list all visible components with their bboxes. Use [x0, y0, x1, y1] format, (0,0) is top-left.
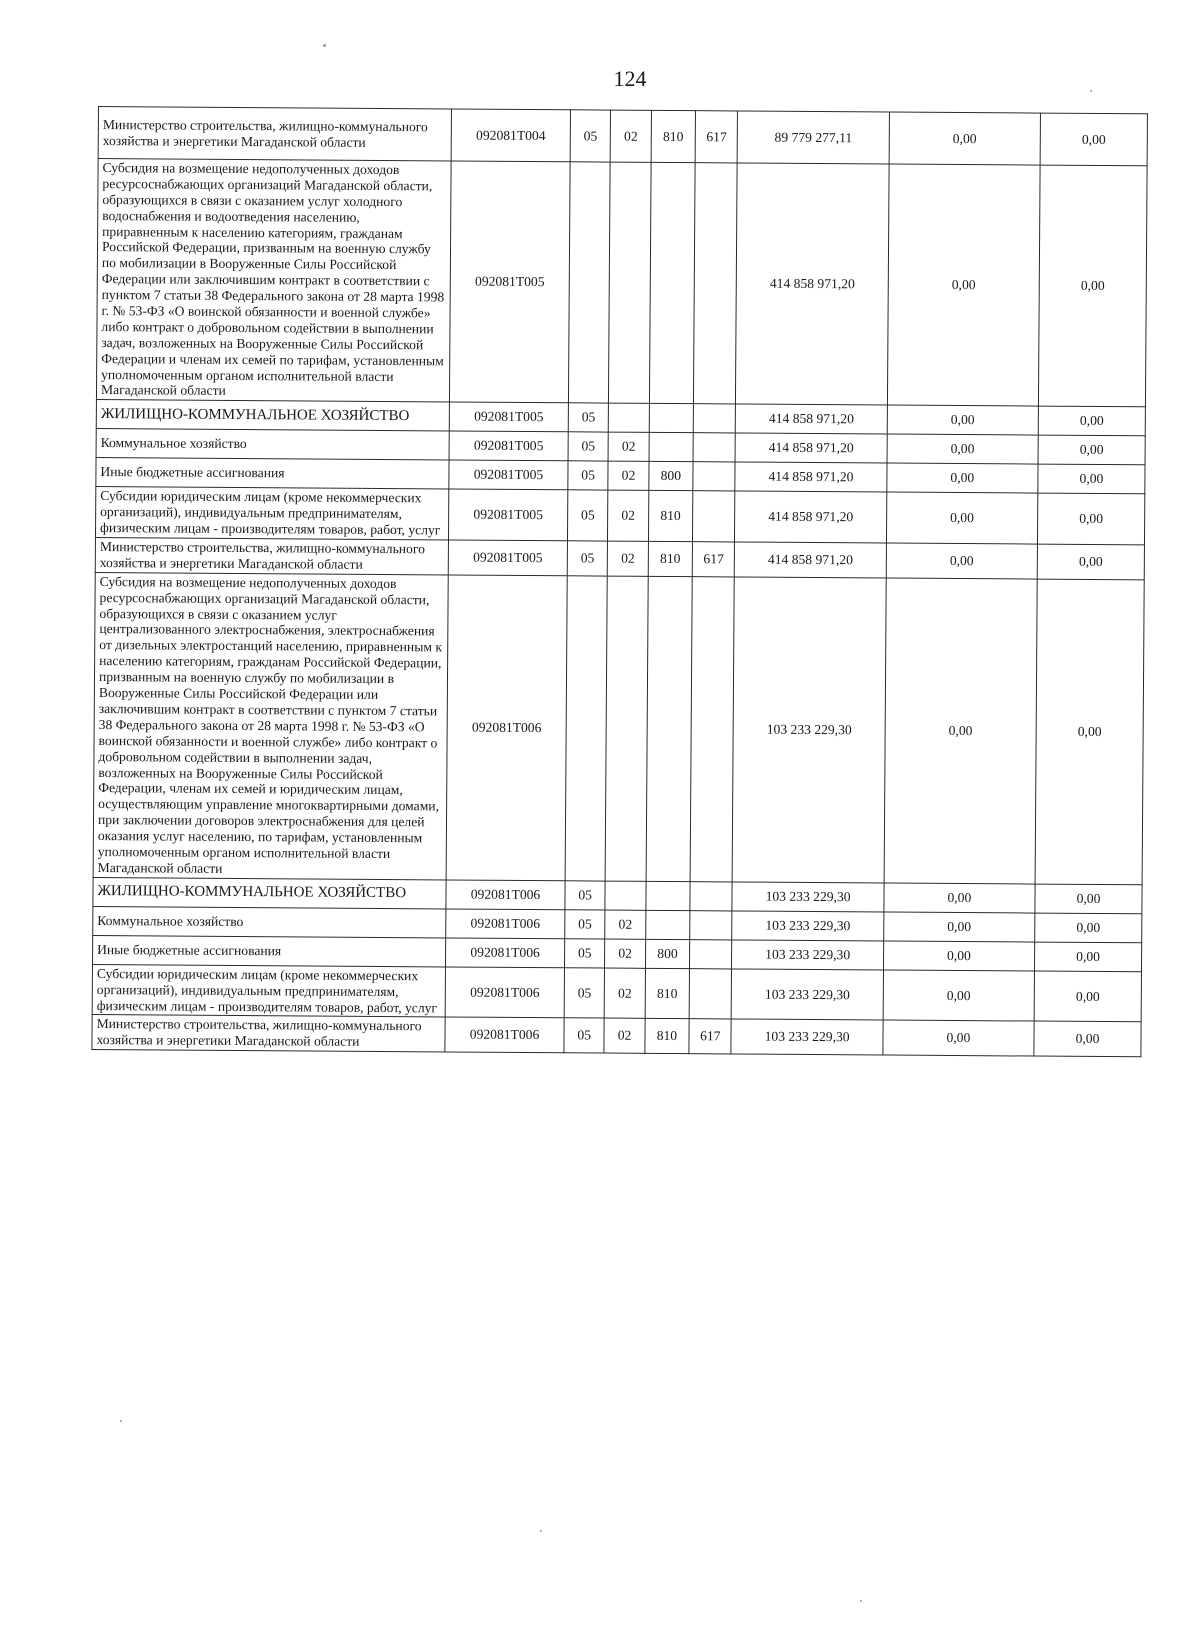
amount-year-1: 414 858 971,20 — [735, 491, 887, 543]
amount-year-3: 0,00 — [1035, 579, 1144, 885]
subsection-code — [609, 162, 651, 404]
section-code: 05 — [565, 881, 606, 910]
row-name: Министерство строительства, жилищно-коммунального хозяйства и энергетики Магаданской области — [95, 538, 448, 575]
expense-type-code: 800 — [649, 462, 694, 491]
amount-year-2: 0,00 — [883, 970, 1035, 1022]
administrator-code — [690, 576, 734, 881]
section-code: 05 — [565, 939, 606, 968]
subsection-code — [605, 881, 646, 910]
subsection-code: 02 — [608, 541, 649, 576]
amount-year-2: 0,00 — [884, 883, 1035, 913]
administrator-code — [693, 491, 736, 542]
amount-year-2: 0,00 — [883, 941, 1034, 971]
administrator-code — [690, 910, 733, 939]
table-row — [93, 572, 1144, 884]
target-article-code: 092081Т005 — [449, 460, 568, 490]
target-article-code: 092081Т005 — [448, 489, 567, 541]
amount-year-2: 0,00 — [887, 463, 1038, 493]
amount-year-1: 414 858 971,20 — [735, 462, 886, 492]
amount-year-1: 89 779 277,11 — [738, 111, 890, 164]
subsection-code: 02 — [605, 910, 646, 939]
amount-year-3: 0,00 — [1035, 884, 1142, 914]
administrator-code: 617 — [689, 1019, 732, 1054]
expense-type-code — [645, 910, 690, 939]
amount-year-3: 0,00 — [1038, 435, 1145, 465]
subsection-code — [609, 403, 650, 432]
row-name: Иные бюджетные ассигнования — [93, 935, 446, 966]
row-name: Субсидии юридическим лицам (кроме некоммерческих организаций), индивидуальным предпринимателям, физическим лицам - производителям товаров, работ, услуг — [95, 487, 448, 540]
amount-year-3: 0,00 — [1038, 464, 1145, 494]
amount-year-2: 0,00 — [887, 164, 1040, 406]
section-code: 05 — [568, 461, 609, 490]
section-code — [565, 576, 607, 881]
expense-type-code: 810 — [645, 1019, 690, 1054]
subsection-code: 02 — [605, 939, 646, 968]
expense-type-code: 810 — [645, 968, 690, 1019]
expense-type-code — [649, 433, 694, 462]
table-row — [95, 487, 1144, 545]
subsection-code: 02 — [610, 110, 651, 162]
section-code: 05 — [564, 968, 605, 1019]
amount-year-1: 414 858 971,20 — [735, 542, 887, 578]
section-code: 05 — [570, 110, 611, 162]
amount-year-3: 0,00 — [1038, 165, 1147, 407]
amount-year-2: 0,00 — [887, 405, 1038, 435]
administrator-code — [694, 163, 738, 405]
section-code: 05 — [565, 910, 606, 939]
section-code: 05 — [564, 1018, 605, 1053]
expense-type-code — [649, 404, 694, 433]
amount-year-2: 0,00 — [887, 434, 1038, 464]
amount-year-3: 0,00 — [1034, 1021, 1141, 1057]
row-name: Субсидия на возмещение недополученных доходов ресурсоснабжающих организаций Магаданской области, образующихся в связи с оказанием услуг централизованного электроснабжения, электроснабжения от дизельных электростанций населению, приравненным к населению категориям, гражданам Российской Федерации, призванным на военную службу по мобилизации в Вооруженные Силы Российской Федерации или заключившим контракт в соответствии с пунктом 7 статьи 38 Федерального закона от 28 марта 1998 г. № 53-ФЗ «О воинской обязанности и военной службе» либо контракт о добровольном содействии в выполнении задач, возложенных на Вооруженные Силы Российской Федерации, членам их семей и юридическим лицам, осуществляющим управление многоквартирными домами, при заключении договоров электроснабжения для целей оказания услуг населению, по тарифам, установленным уполномоченным органом исполнительной власти Магаданской области — [93, 572, 448, 879]
section-code: 05 — [568, 490, 609, 541]
row-name: Субсидии юридическим лицам (кроме некоммерческих организаций), индивидуальным предпринимателям, физическим лицам - производителям товаров, работ, услуг — [92, 964, 445, 1017]
amount-year-1: 103 233 229,30 — [731, 1019, 883, 1055]
expense-type-code — [646, 576, 693, 881]
table-row — [92, 1015, 1141, 1057]
amount-year-1: 103 233 229,30 — [732, 911, 883, 941]
target-article-code: 092081Т005 — [449, 161, 570, 403]
row-name: ЖИЛИЩНО-КОММУНАЛЬНОЕ ХОЗЯЙСТВО — [93, 877, 446, 908]
amount-year-2: 0,00 — [884, 578, 1037, 884]
amount-year-3: 0,00 — [1035, 913, 1142, 943]
amount-year-1: 414 858 971,20 — [735, 433, 886, 463]
amount-year-2: 0,00 — [886, 492, 1038, 544]
amount-year-3: 0,00 — [1035, 942, 1142, 972]
amount-year-1: 103 233 229,30 — [733, 577, 886, 883]
amount-year-1: 414 858 971,20 — [736, 404, 887, 434]
expense-type-code — [646, 881, 691, 910]
section-code — [568, 162, 610, 404]
row-name: Субсидия на возмещение недополученных доходов ресурсоснабжающих организаций Магаданской области, образующихся в связи с оказанием услуг холодного водоснабжения и водоотведения населению, приравненным к населению категориям, гражданам Российской Федерации, призванным на военную службу по мобилизации в Вооруженные Силы Российской Федерации или заключившим контракт в соответствии с пунктом 7 статьи 38 Федерального закона от 28 марта 1998 г. № 53-ФЗ «О воинской обязанности и военной службе» либо контракт о добровольном содействии в выполнении задач, возложенных на Вооруженные Силы Российской Федерации и членам их семей по тарифам, установленным уполномоченным органом исполнительной власти Магаданской области — [96, 159, 451, 403]
row-name: Коммунальное хозяйство — [96, 429, 449, 460]
target-article-code: 092081Т004 — [451, 109, 570, 162]
target-article-code: 092081Т005 — [448, 540, 567, 576]
administrator-code — [693, 462, 736, 491]
section-code: 05 — [567, 541, 608, 576]
target-article-code: 092081Т006 — [446, 880, 565, 910]
administrator-code — [693, 404, 736, 433]
administrator-code: 617 — [692, 542, 735, 577]
section-code: 05 — [568, 432, 609, 461]
amount-year-2: 0,00 — [883, 912, 1034, 942]
budget-table — [91, 106, 1148, 1057]
scan-speck — [1090, 90, 1092, 92]
subsection-code: 02 — [604, 1018, 645, 1053]
row-name: Министерство строительства, жилищно-коммунального хозяйства и энергетики Магаданской области — [92, 1015, 445, 1052]
amount-year-3: 0,00 — [1037, 544, 1144, 580]
amount-year-1: 103 233 229,30 — [732, 882, 883, 912]
amount-year-3: 0,00 — [1040, 113, 1147, 166]
target-article-code: 092081Т006 — [445, 967, 564, 1019]
administrator-code: 617 — [695, 111, 738, 163]
amount-year-2: 0,00 — [886, 543, 1038, 579]
subsection-code: 02 — [605, 968, 646, 1019]
amount-year-3: 0,00 — [1034, 971, 1141, 1022]
target-article-code: 092081Т006 — [446, 938, 565, 968]
administrator-code — [693, 433, 736, 462]
subsection-code: 02 — [608, 490, 649, 541]
amount-year-1: 103 233 229,30 — [732, 940, 883, 970]
row-name: ЖИЛИЩНО-КОММУНАЛЬНОЕ ХОЗЯЙСТВО — [96, 400, 449, 431]
amount-year-2: 0,00 — [883, 1020, 1035, 1056]
target-article-code: 092081Т005 — [449, 402, 568, 432]
amount-year-3: 0,00 — [1038, 493, 1145, 544]
expense-type-code: 800 — [645, 939, 690, 968]
expense-type-code: 810 — [648, 541, 693, 576]
subsection-code: 02 — [608, 432, 649, 461]
expense-type-code — [649, 162, 695, 404]
amount-year-2: 0,00 — [889, 112, 1041, 165]
amount-year-3: 0,00 — [1038, 406, 1145, 436]
administrator-code — [690, 939, 733, 968]
scan-speck — [540, 1530, 542, 1532]
expense-type-code: 810 — [648, 491, 693, 542]
subsection-code: 02 — [608, 461, 649, 490]
target-article-code: 092081Т006 — [445, 1017, 564, 1053]
administrator-code — [689, 968, 732, 1019]
row-name: Министерство строительства, жилищно-коммунального хозяйства и энергетики Магаданской области — [98, 107, 451, 161]
scan-speck — [860, 1600, 862, 1602]
scan-speck — [323, 44, 326, 47]
row-name: Иные бюджетные ассигнования — [96, 458, 449, 489]
target-article-code: 092081Т006 — [446, 909, 565, 939]
subsection-code — [605, 576, 647, 881]
row-name: Коммунальное хозяйство — [93, 906, 446, 937]
page-number: 124 — [613, 66, 647, 91]
amount-year-1: 103 233 229,30 — [732, 969, 884, 1021]
target-article-code: 092081Т005 — [449, 431, 568, 461]
table-row — [98, 107, 1147, 166]
table-row — [92, 964, 1141, 1022]
table-row — [96, 159, 1147, 408]
administrator-code — [690, 881, 733, 910]
scan-speck — [120, 1420, 122, 1422]
expense-type-code: 810 — [651, 110, 696, 162]
section-code: 05 — [568, 403, 609, 432]
amount-year-1: 414 858 971,20 — [736, 163, 889, 405]
target-article-code: 092081Т006 — [446, 575, 567, 881]
